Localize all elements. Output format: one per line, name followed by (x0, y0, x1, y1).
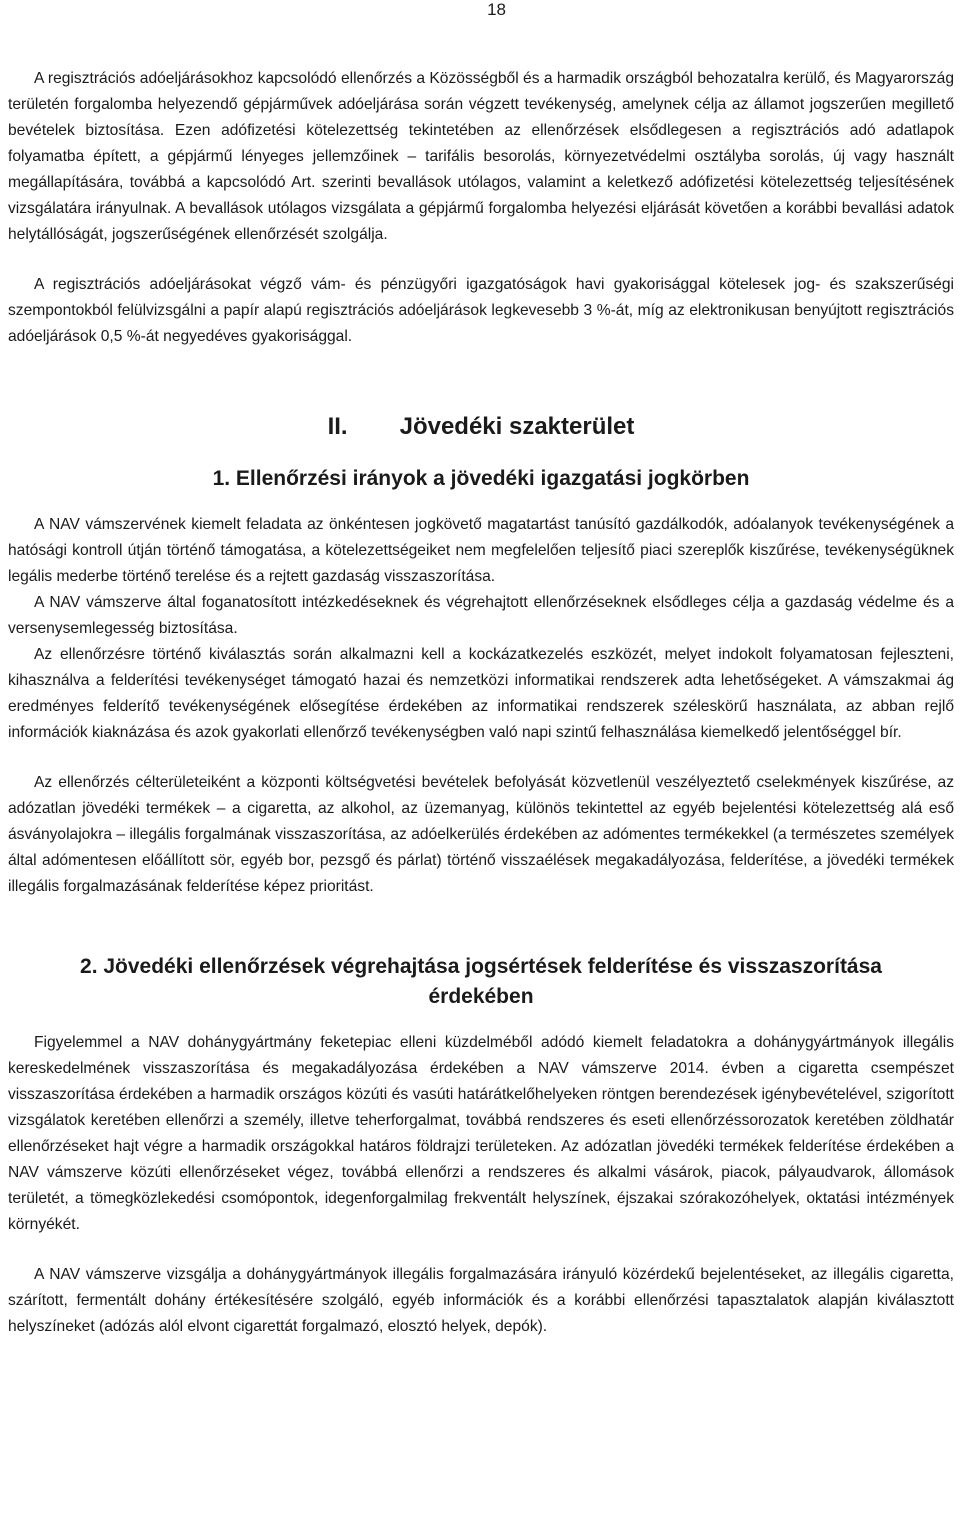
paragraph: Figyelemmel a NAV dohánygyártmány feketepiac elleni küzdelméből adódó kiemelt feladatokra a dohánygyártmányok illegális kereskedelmének visszaszorítása és megakadályozása érdekében a NAV vámszerve 2014. évben a cigaretta csempészet visszaszorítása érdekében a harmadik országos közúti és vasúti határátkelőhelyeken röntgen berendezések igénybevételével, szigorított vizsgálatok keretében ellenőrzi a személy, illetve teherforgalmat, továbbá rendszeres és eseti ellenőrzéssorozatok keretében zöldhatár ellenőrzéseket hajt végre a harmadik országokkal határos földrajzi területeken. Az adózatlan jövedéki termékek felderítése érdekében a NAV vámszerve közúti ellenőrzéseket végez, továbbá ellenőrzi a rendszeres és alkalmi vásárok, piacok, pályaudvarok, állomások területét, a tömegközlekedési csomópontok, idegenforgalmilag frekventált helyszínek, éjszakai szórakozóhelyek, oktatási intézmények környékét. (8, 1034, 954, 1233)
paragraph: A regisztrációs adóeljárásokhoz kapcsolódó ellenőrzés a Közösségből és a harmadik országból behozatalra kerülő, és Magyarország területén forgalomba helyezendő gépjárművek adóeljárása során végzett tevékenység, amelynek célja az államot jogszerűen megillető bevételek biztosítása. Ezen adófizetési kötelezettség tekintetében az ellenőrzések elsődlegesen a regisztrációs adó adatlapok folyamatba épített, a gépjármű lényeges jellemzőinek – tarifális besorolás, környezetvédelmi osztályba sorolás, új vagy használt megállapítására, továbbá a kapcsolódó Art. szerinti bevallások utólagos, valamint a keletkező adófizetési kötelezettség teljesítésének vizsgálatára irányulnak. A bevallások utólagos vizsgálata a gépjármű forgalomba helyezési eljárását követően a korábbi bevallási adatok helytállóságát, jogszerűségének ellenőrzését szolgálja. (8, 70, 954, 243)
paragraph: A NAV vámszervének kiemelt feladata az önkéntesen jogkövető magatartást tanúsító gazdálkodók, adóalanyok tevékenységének a hatósági kontroll útján történő támogatása, a kötelezettségeiket nem megfelelően teljesítő piaci szereplők kiszűrése, tevékenységüknek legális mederbe történő terelése és a rejtett gazdaság visszaszorítása. (8, 516, 954, 585)
paragraph: A regisztrációs adóeljárásokat végző vám- és pénzügyőri igazgatóságok havi gyakorisággal kötelesek jog- és szakszerűségi szempontokból felülvizsgálni a papír alapú regisztrációs adóeljárások legkevesebb 3 %-át, míg az elektronikusan benyújtott regisztrációs adóeljárások 0,5 %-át negyedéves gyakorisággal. (8, 276, 954, 345)
section-heading (8, 410, 954, 444)
section-title: Jövedéki szakterület (399, 413, 635, 440)
paragraph: A NAV vámszerve által foganatosított intézkedéseknek és végrehajtott ellenőrzéseknek elsődleges célja a gazdaság védelme és a versenysemlegesség biztosítása. (8, 594, 954, 637)
paragraph: Az ellenőrzés célterületeiként a központi költségvetési bevételek befolyását közvetlenül veszélyeztető cselekmények kiszűrése, az adózatlan jövedéki termékek – a cigaretta, az alkohol, az üzemanyag, különös tekintettel az egyéb bejelentési kötelezettség alá eső ásványolajokra – illegális forgalmának visszaszorítása, az adóelkerülés érdekében az adómentes termékekkel (a természetes személyek által adómentesen előállított sör, egyéb bor, pezsgő és párlat) történő visszaélések megakadályozása, felderítése, a jövedéki termékek illegális forgalmazásának felderítése képez prioritást. (8, 774, 954, 895)
document-body (8, 66, 954, 1340)
section-number: II. (327, 413, 348, 440)
subsection-heading: 1. Ellenőrzési irányok a jövedéki igazgatási jogkörben (212, 467, 750, 490)
page-number: 18 (487, 0, 506, 19)
subsection-heading: 2. Jövedéki ellenőrzések végrehajtása jogsértések felderítése és visszaszorítása érdekében (80, 955, 882, 1008)
paragraph: Az ellenőrzésre történő kiválasztás során alkalmazni kell a kockázatkezelés eszközét, melyet indokolt folyamatosan fejleszteni, kihasználva a felderítési tevékenységet támogató hazai és nemzetközi informatikai rendszerek adta lehetőségeket. A vámszakmai ág eredményes felderítő tevékenységének elősegítése érdekében az informatikai rendszerek széleskörű használata, az abban rejlő információk kiaknázása és azok gyakorlati ellenőrző tevékenységben való napi szintű felhasználása kiemelkedő jelentőséggel bír. (8, 646, 954, 741)
paragraph: A NAV vámszerve vizsgálja a dohánygyártmányok illegális forgalmazására irányuló közérdekű bejelentéseket, az illegális cigaretta, szárított, fermentált dohány értékesítésére szolgáló, egyéb információk és a korábbi ellenőrzési tapasztalatok alapján kiválasztott helyszíneket (adózás alól elvont cigarettát forgalmazó, elosztó helyek, depók). (8, 1266, 954, 1335)
